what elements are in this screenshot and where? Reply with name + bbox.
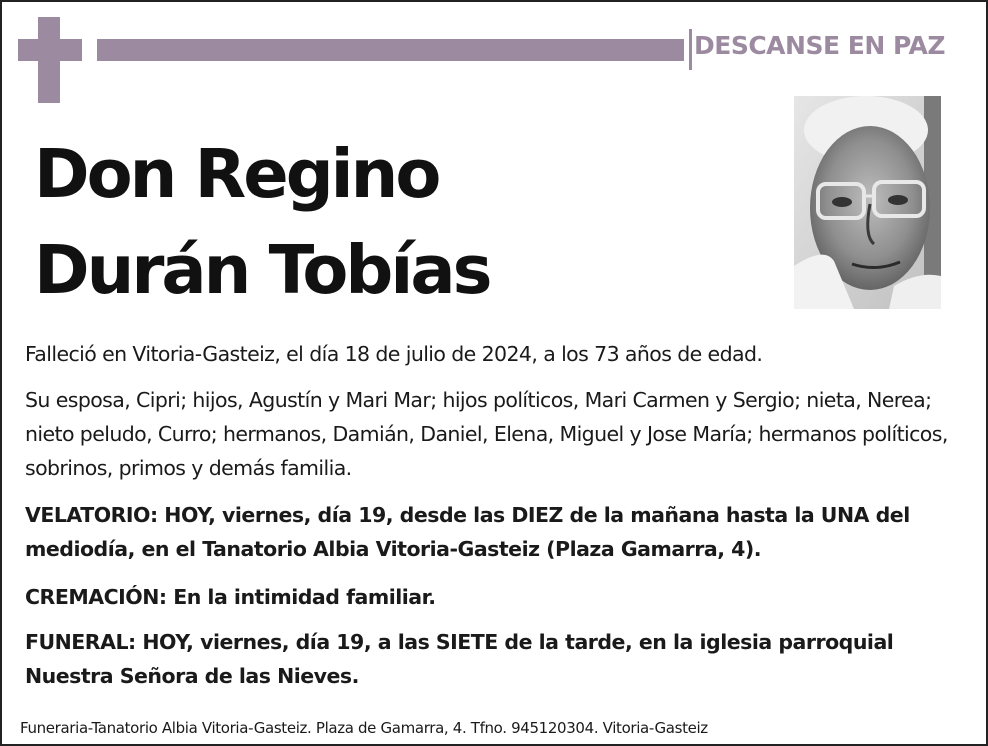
deceased-name-line2: Durán Tobías xyxy=(34,231,490,309)
death-paragraph: Falleció en Vitoria-Gasteiz, el día 18 de julio de 2024, a los 73 años de edad. xyxy=(25,342,763,366)
deceased-name-line1: Don Regino xyxy=(34,135,439,213)
cremacion-paragraph: CREMACIÓN: En la intimidad familiar. xyxy=(25,585,436,609)
footer-funeral-home: Funeraria-Tanatorio Albia Vitoria-Gasteiz. Plaza de Gamarra, 4. Tfno. 945120304. Vitoria-Gasteiz xyxy=(20,719,708,737)
header-title: DESCANSE EN PAZ xyxy=(694,31,945,60)
velatorio-paragraph: VELATORIO: HOY, viernes, día 19, desde las DIEZ de la mañana hasta la UNA del mediodía, en el Tanatorio Albia Vitoria-Gasteiz (Plaza Gamarra, 4). xyxy=(25,503,910,561)
portrait-photo xyxy=(794,96,941,309)
cross-icon xyxy=(18,17,82,103)
header-divider xyxy=(689,29,692,70)
funeral-paragraph: FUNERAL: HOY, viernes, día 19, a las SIETE de la tarde, en la iglesia parroquial Nuestra Señora de las Nieves. xyxy=(25,630,894,688)
family-paragraph: Su esposa, Cipri; hijos, Agustín y Mari Mar; hijos políticos, Mari Carmen y Sergio; nieta, Nerea; nieto peludo, Curro; hermanos, Damián, Daniel, Elena, Miguel y Jose María; hermanos políticos, sobrinos, primos y demás familia. xyxy=(25,388,948,480)
header-bar xyxy=(97,39,684,61)
